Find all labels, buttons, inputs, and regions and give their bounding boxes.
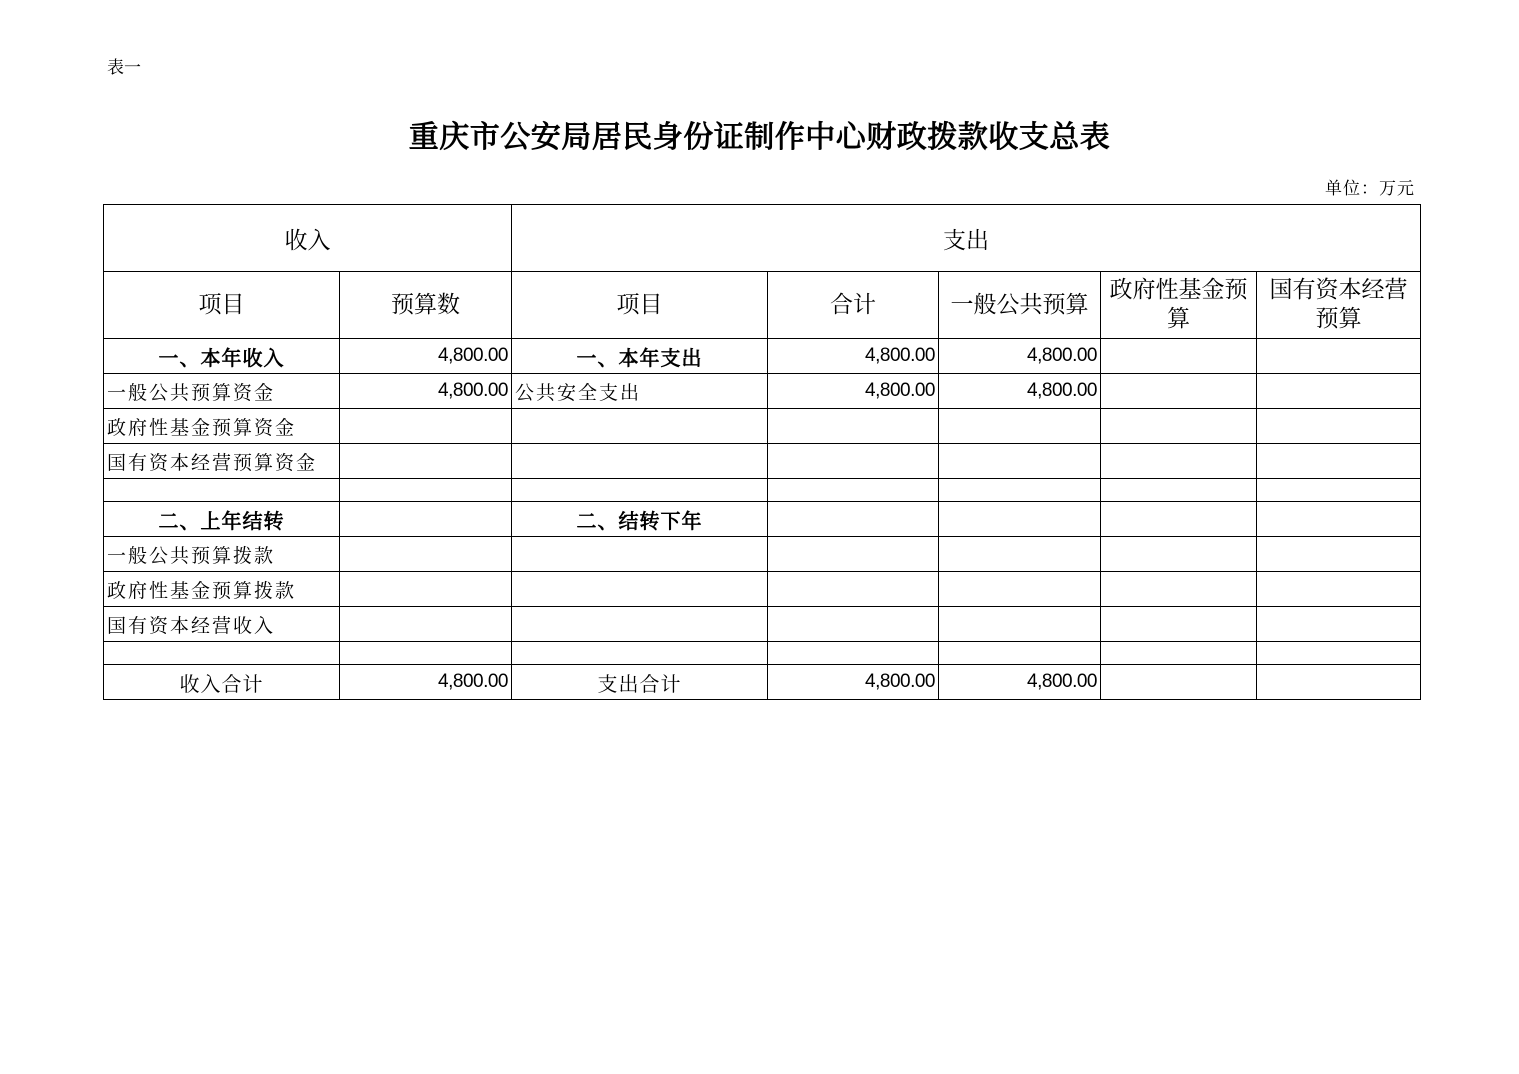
table-row	[104, 479, 1421, 502]
expense-general-cell	[939, 444, 1101, 479]
income-item-cell: 一般公共预算拨款	[104, 537, 340, 572]
expense-fund-cell	[1101, 502, 1257, 537]
expense-state-cell	[1257, 339, 1421, 374]
income-item-cell: 二、上年结转	[104, 502, 340, 537]
expense-item-cell	[512, 642, 768, 665]
income-budget-cell	[340, 444, 512, 479]
table-row	[104, 409, 1421, 444]
header-row-1	[104, 205, 1421, 272]
expense-item-cell: 一、本年支出	[512, 339, 768, 374]
expense-fund-cell	[1101, 665, 1257, 700]
expense-state-header: 国有资本经营预算	[1257, 272, 1421, 339]
expense-general-cell	[939, 479, 1101, 502]
expense-state-cell	[1257, 374, 1421, 409]
expense-general-cell	[939, 409, 1101, 444]
expense-state-cell	[1257, 444, 1421, 479]
unit-label: 单位：万元	[1325, 179, 1415, 199]
expense-total-cell	[768, 642, 939, 665]
expense-fund-cell	[1101, 374, 1257, 409]
income-budget-cell: 4,800.00	[340, 665, 512, 700]
income-budget-cell: 4,800.00	[340, 374, 512, 409]
table-row	[104, 642, 1421, 665]
expense-item-cell	[512, 572, 768, 607]
expense-general-cell: 4,800.00	[939, 339, 1101, 374]
expense-fund-cell	[1101, 444, 1257, 479]
income-budget-cell	[340, 642, 512, 665]
expense-total-cell: 4,800.00	[768, 374, 939, 409]
expense-header: 支出	[512, 205, 1421, 272]
expense-total-cell	[768, 479, 939, 502]
expense-total-cell: 4,800.00	[768, 665, 939, 700]
table-row	[104, 607, 1421, 642]
expense-item-cell	[512, 607, 768, 642]
income-budget-cell: 4,800.00	[340, 339, 512, 374]
expense-state-cell	[1257, 479, 1421, 502]
expense-item-cell	[512, 537, 768, 572]
page-title: 重庆市公安局居民身份证制作中心财政拨款收支总表	[408, 120, 1111, 155]
page-label: 表一	[107, 58, 141, 78]
income-item-cell	[104, 642, 340, 665]
expense-item-cell: 支出合计	[512, 665, 768, 700]
income-budget-cell	[340, 409, 512, 444]
expense-item-cell	[512, 409, 768, 444]
expense-state-cell	[1257, 502, 1421, 537]
expense-fund-cell	[1101, 339, 1257, 374]
table-row	[104, 339, 1421, 374]
expense-general-cell: 4,800.00	[939, 665, 1101, 700]
expense-item-cell: 二、结转下年	[512, 502, 768, 537]
income-budget-cell	[340, 572, 512, 607]
header-row-2	[104, 272, 1421, 339]
expense-total-cell	[768, 537, 939, 572]
expense-fund-cell	[1101, 572, 1257, 607]
expense-total-cell	[768, 502, 939, 537]
expense-state-cell	[1257, 537, 1421, 572]
expense-fund-cell	[1101, 409, 1257, 444]
expense-total-cell: 4,800.00	[768, 339, 939, 374]
income-item-cell: 收入合计	[104, 665, 340, 700]
expense-general-cell	[939, 607, 1101, 642]
income-item-cell: 政府性基金预算拨款	[104, 572, 340, 607]
income-item-cell: 一、本年收入	[104, 339, 340, 374]
income-budget-cell	[340, 537, 512, 572]
table-row	[104, 502, 1421, 537]
table-row	[104, 537, 1421, 572]
expense-state-cell	[1257, 572, 1421, 607]
budget-table	[103, 204, 1421, 700]
income-header: 收入	[104, 205, 512, 272]
expense-general-cell	[939, 537, 1101, 572]
expense-state-cell	[1257, 665, 1421, 700]
expense-item-header: 项目	[512, 272, 768, 339]
expense-fund-cell	[1101, 607, 1257, 642]
table-row	[104, 374, 1421, 409]
expense-total-cell	[768, 444, 939, 479]
expense-total-cell	[768, 607, 939, 642]
expense-general-cell	[939, 502, 1101, 537]
expense-state-cell	[1257, 607, 1421, 642]
expense-total-cell	[768, 572, 939, 607]
expense-general-header: 一般公共预算	[939, 272, 1101, 339]
expense-general-cell	[939, 642, 1101, 665]
expense-state-cell	[1257, 409, 1421, 444]
income-item-cell: 政府性基金预算资金	[104, 409, 340, 444]
expense-general-cell	[939, 572, 1101, 607]
table-row	[104, 572, 1421, 607]
income-item-cell	[104, 479, 340, 502]
income-budget-cell	[340, 502, 512, 537]
expense-total-cell	[768, 409, 939, 444]
expense-state-cell	[1257, 642, 1421, 665]
income-budget-cell	[340, 479, 512, 502]
table-row	[104, 444, 1421, 479]
expense-total-header: 合计	[768, 272, 939, 339]
expense-item-cell	[512, 479, 768, 502]
expense-fund-header: 政府性基金预算	[1101, 272, 1257, 339]
table-row-total	[104, 665, 1421, 700]
income-item-header: 项目	[104, 272, 340, 339]
income-budget-cell	[340, 607, 512, 642]
expense-item-cell	[512, 444, 768, 479]
expense-item-cell: 公共安全支出	[512, 374, 768, 409]
income-item-cell: 国有资本经营预算资金	[104, 444, 340, 479]
expense-fund-cell	[1101, 537, 1257, 572]
income-budget-header: 预算数	[340, 272, 512, 339]
expense-fund-cell	[1101, 479, 1257, 502]
income-item-cell: 国有资本经营收入	[104, 607, 340, 642]
expense-fund-cell	[1101, 642, 1257, 665]
income-item-cell: 一般公共预算资金	[104, 374, 340, 409]
expense-general-cell: 4,800.00	[939, 374, 1101, 409]
